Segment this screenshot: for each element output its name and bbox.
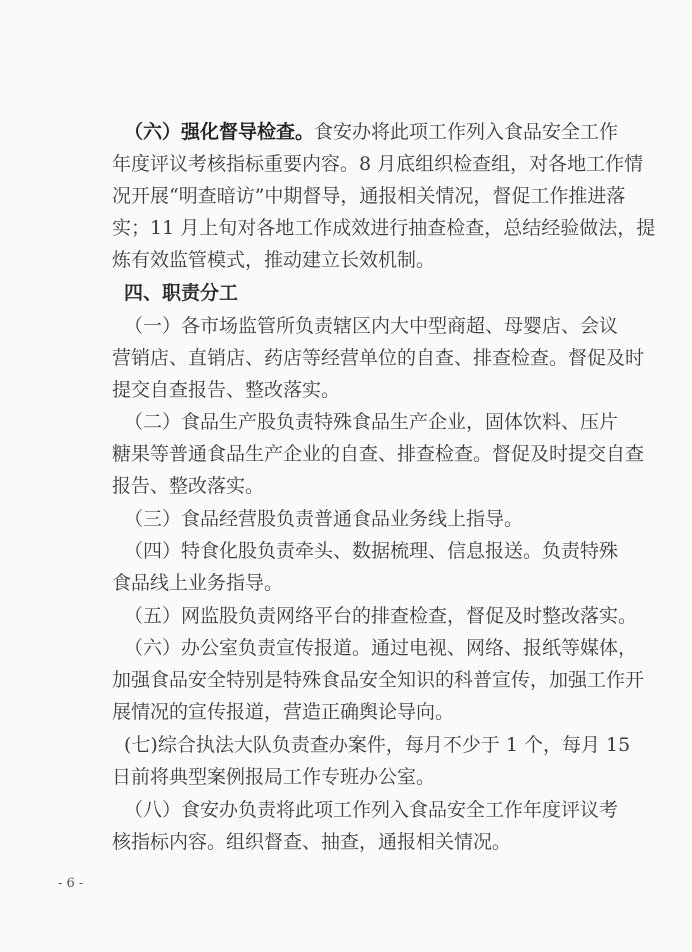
paragraph-line: 实；11 月上旬对各地工作成效进行抽查检查，总结经验做法，提 xyxy=(112,217,656,239)
paragraph-line: （四）特食化股负责牵头、数据梳理、信息报送。负责特殊 xyxy=(124,540,619,562)
paragraph-line: （八）食安办负责将此项工作列入食品安全工作年度评议考 xyxy=(124,799,619,821)
paragraph-line: 况开展“明查暗访”中期督导，通报相关情况，督促工作推进落 xyxy=(112,185,626,207)
paragraph-text: 食安办将此项工作列入食品安全工作 xyxy=(314,121,619,143)
paragraph-line: 日前将典型案例报局工作专班办公室。 xyxy=(112,766,436,788)
paragraph-line: (七)综合执法大队负责查办案件，每月不少于 1 个，每月 15 xyxy=(124,734,631,756)
paragraph-line: 糖果等普通食品生产企业的自查、排查检查。督促及时提交自查 xyxy=(112,443,645,465)
paragraph-line: （二）食品生产股负责特殊食品生产企业，固体饮料、压片 xyxy=(124,411,619,433)
paragraph-line: （五）网监股负责网络平台的排查检查，督促及时整改落实。 xyxy=(124,605,638,627)
paragraph-line: （三）食品经营股负责普通食品业务线上指导。 xyxy=(124,508,524,530)
paragraph-line: 食品线上业务指导。 xyxy=(112,572,284,594)
paragraph-line: 提交自查报告、整改落实。 xyxy=(112,379,341,401)
paragraph-line: 营销店、直销店、药店等经营单位的自查、排查检查。督促及时 xyxy=(112,347,645,369)
paragraph-lead-bold: （六）强化督导检查。 xyxy=(124,121,315,143)
paragraph-line: 加强食品安全特别是特殊食品安全知识的科普宣传，加强工作开 xyxy=(112,669,645,691)
page-number: - 6 - xyxy=(58,876,84,891)
paragraph-line: 年度评议考核指标重要内容。8 月底组织检查组，对各地工作情 xyxy=(112,153,644,175)
paragraph-line: （一）各市场监管所负责辖区内大中型商超、母婴店、会议 xyxy=(124,315,619,337)
paragraph-line: 报告、整改落实。 xyxy=(112,475,265,497)
paragraph-line xyxy=(124,120,619,144)
paragraph-line: （六）办公室负责宣传报道。通过电视、网络、报纸等媒体， xyxy=(124,637,638,659)
paragraph-line: 炼有效监管模式，推动建立长效机制。 xyxy=(112,249,436,271)
paragraph-line: 核指标内容。组织督查、抽查，通报相关情况。 xyxy=(112,831,512,853)
section-heading: 四、职责分工 xyxy=(124,282,239,304)
paragraph-line: 展情况的宣传报道，营造正确舆论导向。 xyxy=(112,701,455,723)
